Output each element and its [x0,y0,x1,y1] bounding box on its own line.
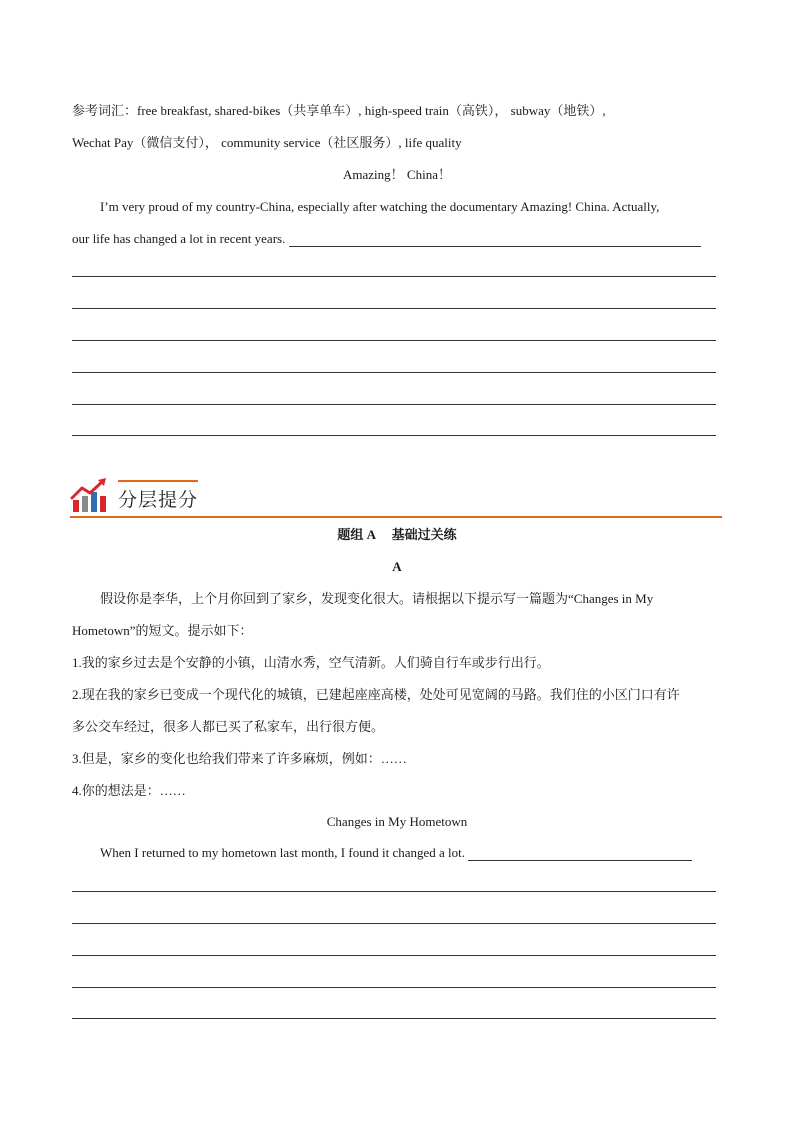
essay2-writing-line[interactable] [72,923,716,924]
essay2-writing-line[interactable] [72,891,716,892]
essay1-writing-line[interactable] [72,372,716,373]
essay1-writing-line[interactable] [72,276,716,277]
essay2-writing-line[interactable] [72,987,716,988]
growth-chart-icon [70,478,108,514]
essay1-writing-line[interactable] [72,435,716,436]
prompt-item-2b: 多公交车经过，很多人都已买了私家车，出行很方便。 [72,719,385,734]
vocab-line-1: 参考词汇：free breakfast, shared-bikes（共享单车）, high-speed train（高铁）， subway（地铁）, [72,103,606,118]
essay2-writing-line[interactable] [72,955,716,956]
prompt-item-3: 3.但是，家乡的变化也给我们带来了许多麻烦，例如：…… [72,751,407,766]
essay1-answer-blank[interactable] [289,233,701,247]
prompt-item-4: 4.你的想法是：…… [72,783,186,798]
essay1-writing-line[interactable] [72,340,716,341]
essay1-title: Amazing！ China！ [343,167,451,182]
section-divider [70,516,722,518]
essay1-para-line-2 [72,231,701,247]
vocab-line-2: Wechat Pay（微信支付）， community service（社区服务）, life quality [72,135,462,150]
group-sub-heading: A [392,559,402,574]
essay2-title: Changes in My Hometown [326,814,468,829]
prompt-item-2a: 2.现在我的家乡已变成一个现代化的城镇，已建起座座高楼，处处可见宽阔的马路。我们住的小区门口有许 [72,687,680,702]
group-heading: 题组 A 基础过关练 [337,527,457,542]
essay1-writing-line[interactable] [72,404,716,405]
section-top-rule [118,480,198,482]
section-title: 分层提分 [118,489,199,511]
essay2-writing-line[interactable] [72,1018,716,1019]
essay1-writing-line[interactable] [72,308,716,309]
essay1-para-line-1: I’m very proud of my country-China, especially after watching the documentary Amazing! China. Actually, [100,199,660,214]
prompt-line-2: Hometown”的短文。提示如下： [72,623,253,638]
essay1-para-text: our life has changed a lot in recent years. [72,231,286,246]
prompt-line-1: 假设你是李华，上个月你回到了家乡，发现变化很大。请根据以下提示写一篇题为“Changes in My [100,591,654,606]
section-header [70,476,722,518]
essay2-para-line-1 [100,845,692,861]
essay2-para-text: When I returned to my hometown last month, I found it changed a lot. [100,845,465,860]
essay2-answer-blank[interactable] [468,847,692,861]
prompt-item-1: 1.我的家乡过去是个安静的小镇，山清水秀，空气清新。人们骑自行车或步行出行。 [72,655,550,670]
